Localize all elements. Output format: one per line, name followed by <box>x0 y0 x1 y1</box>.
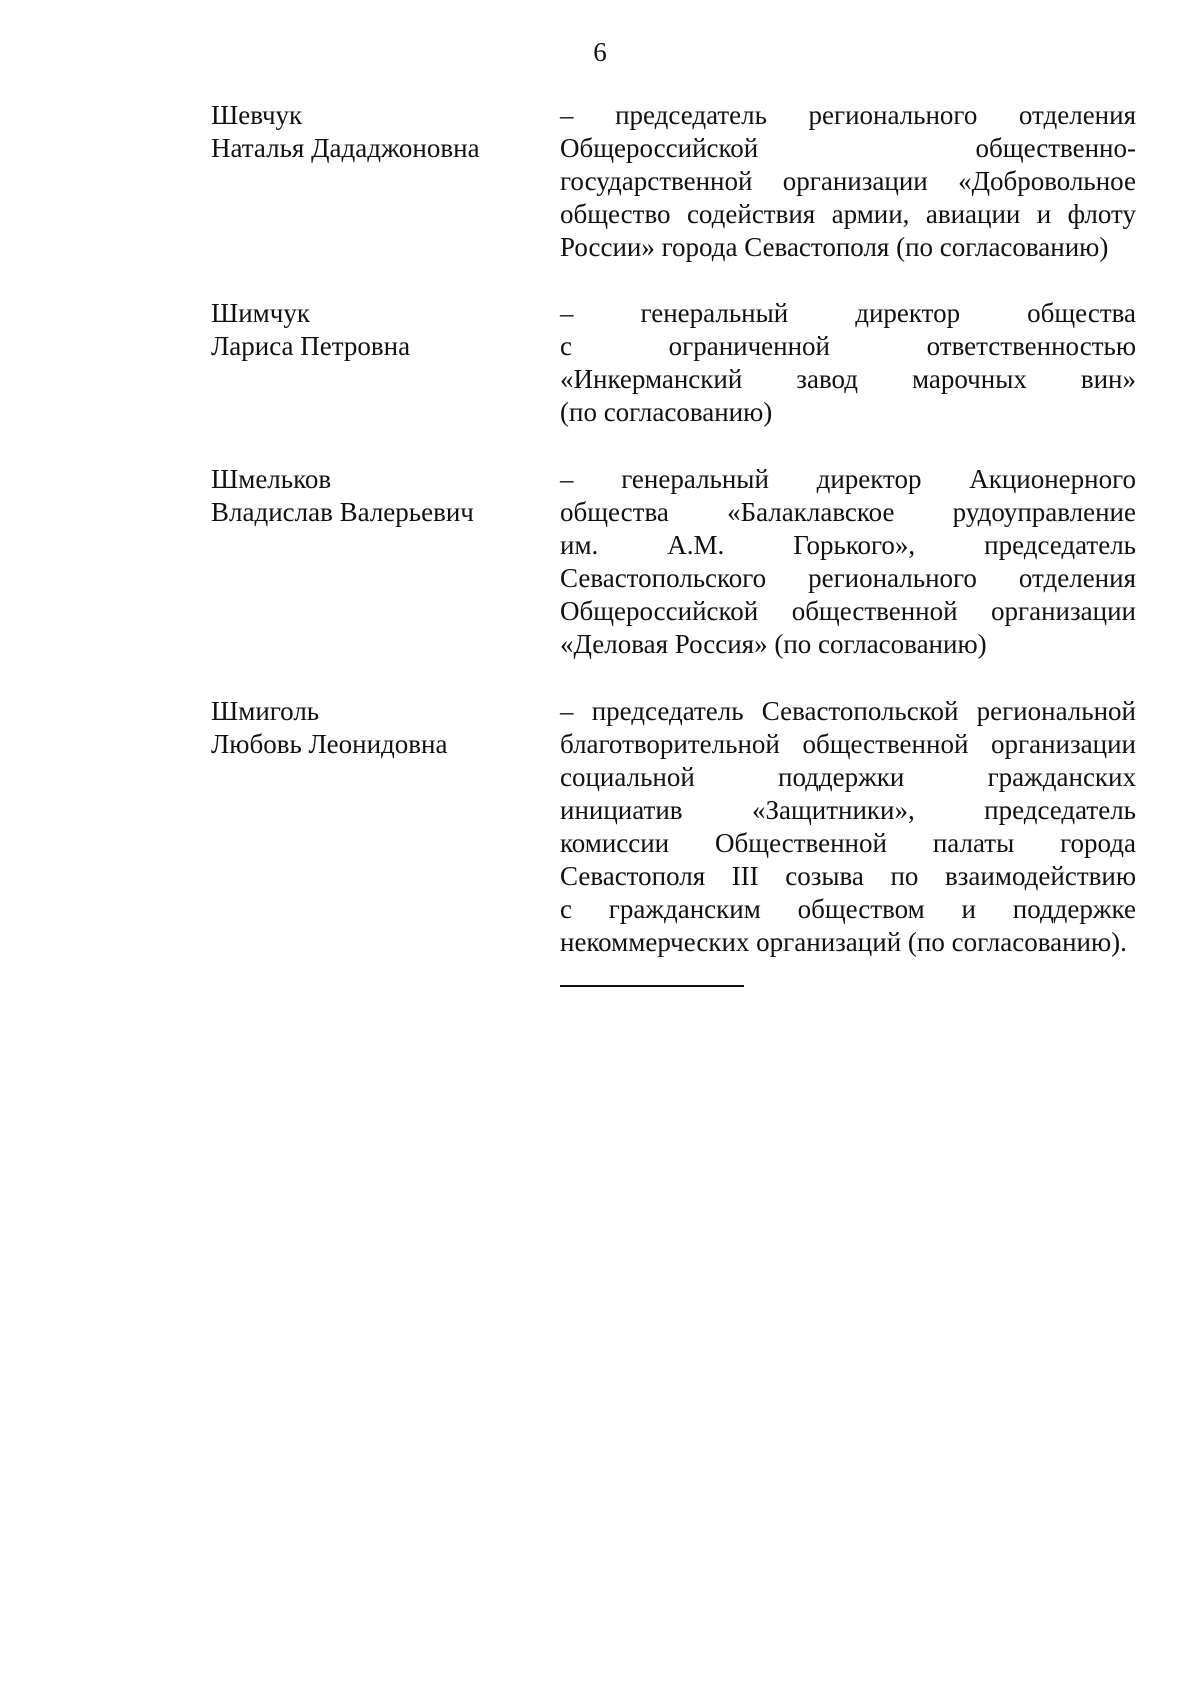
member-given-names: Любовь Леонидовна <box>211 729 448 759</box>
member-given-names: Лариса Петровна <box>211 331 411 361</box>
role-line: – председатель регионального отделения <box>560 100 1136 130</box>
role-line: инициатив «Защитники», председатель <box>560 795 1136 825</box>
role-line: социальной поддержки гражданских <box>560 762 1136 792</box>
member-role <box>560 695 1136 959</box>
member-role <box>560 99 1136 264</box>
role-line: Севастополя III созыва по взаимодействию <box>560 861 1136 891</box>
role-line: (по согласованию) <box>560 397 773 427</box>
member-surname: Шевчук <box>211 100 303 130</box>
role-line: – председатель Севастопольской региональной <box>560 696 1136 726</box>
role-line: Севастопольского регионального отделения <box>560 563 1136 593</box>
member-role <box>560 463 1136 661</box>
role-line: с гражданским обществом и поддержке <box>560 894 1136 924</box>
role-line: общества «Балаклавское рудоуправление <box>560 497 1136 527</box>
role-line: с ограниченной ответственностью <box>560 331 1136 361</box>
role-line: – генеральный директор общества <box>560 298 1136 328</box>
role-line: «Инкерманский завод марочных вин» <box>560 364 1136 394</box>
role-line: Общероссийской общественной организации <box>560 596 1136 626</box>
member-role <box>560 297 1136 429</box>
member-name <box>211 695 541 761</box>
member-name <box>211 297 541 363</box>
role-line: России» города Севастополя (по согласованию) <box>560 232 1109 262</box>
role-line: благотворительной общественной организации <box>560 729 1136 759</box>
member-given-names: Наталья Дададжоновна <box>211 133 480 163</box>
role-line: некоммерческих организаций (по согласованию). <box>560 927 1127 957</box>
role-line: общество содействия армии, авиации и флоту <box>560 199 1136 229</box>
member-given-names: Владислав Валерьевич <box>211 497 474 527</box>
end-of-list-rule <box>560 985 744 987</box>
role-line: Общероссийской общественно- <box>560 133 1136 163</box>
role-line: государственной организации «Добровольное <box>560 166 1136 196</box>
role-line: им. А.М. Горького», председатель <box>560 530 1136 560</box>
member-surname: Шмиголь <box>211 696 320 726</box>
member-surname: Шимчук <box>211 298 310 328</box>
role-line: – генеральный директор Акционерного <box>560 464 1136 494</box>
page-number: 6 <box>593 37 607 67</box>
member-name <box>211 99 541 165</box>
role-line: «Деловая Россия» (по согласованию) <box>560 629 987 659</box>
member-name <box>211 463 541 529</box>
role-line: комиссии Общественной палаты города <box>560 828 1136 858</box>
member-surname: Шмельков <box>211 464 332 494</box>
